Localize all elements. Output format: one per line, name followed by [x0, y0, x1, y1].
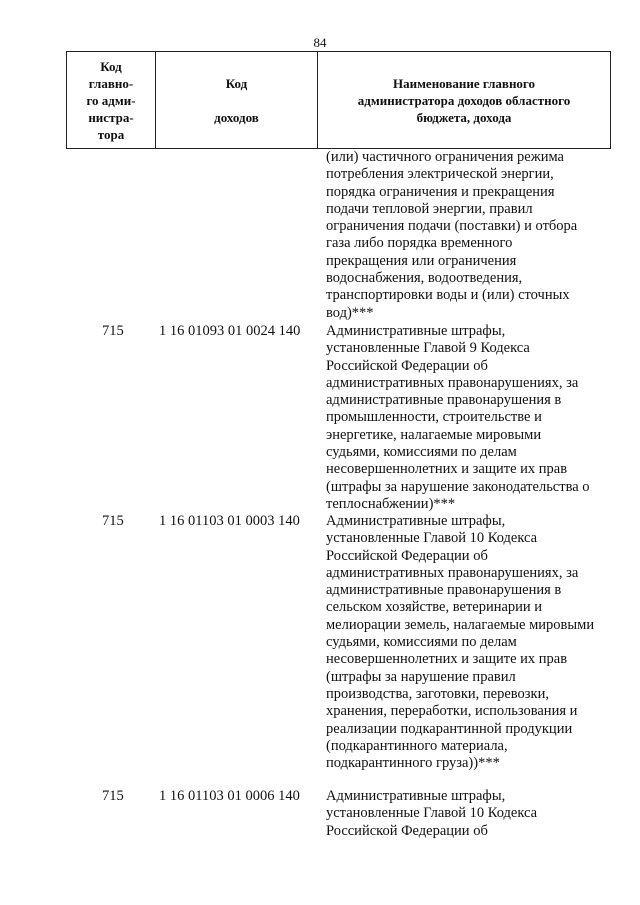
continuation-text: (или) частичного ограничения режима потребления электрической энергии, порядка ограничения и прекращения подачи тепловой энергии, правил ограничения подачи (поставки) и отбора газа либо порядка временного прекращения или ограничения водоснабжения, водоотведения, транспортировки воды и (или) сточных вод)***: [326, 149, 578, 321]
header-admin-code: [67, 52, 156, 148]
row-income-code: 1 16 01093 01 0024 140: [159, 323, 301, 339]
header-name: [318, 52, 610, 148]
row-income-code: 1 16 01103 01 0003 140: [159, 513, 300, 529]
header-income-code: [156, 52, 318, 148]
row-admin-code: 715: [102, 788, 124, 804]
row-name: Административные штрафы, установленные Главой 10 Кодекса Российской Федерации об административных правонарушениях, за административные правонарушения в сельском хозяйстве, ветеринарии и мелиорации земель, налагаемые мировыми судьями, комиссиями по делам несовершеннолетних и защите их прав (штрафы за нарушение правил производства, заготовки, перевозки, хранения, переработки, использования и реализации подкарантинной продукции (подкарантинного материала, подкарантинного груза))***: [326, 513, 595, 772]
row-admin-code: 715: [102, 323, 124, 339]
page-number: 84: [313, 35, 327, 50]
header-income-code-label: Код доходов: [214, 75, 259, 125]
row-name: Административные штрафы, установленные Главой 10 Кодекса Российской Федерации об: [326, 788, 538, 839]
header-name-label: Наименование главного администратора доходов областного бюджета, дохода: [357, 75, 571, 125]
row-admin-code: 715: [102, 513, 124, 529]
header-admin-code-label: Код главно- го адми- нистра- тора: [86, 58, 136, 142]
row-income-code: 1 16 01103 01 0006 140: [159, 788, 300, 804]
row-name: Административные штрафы, установленные Главой 9 Кодекса Российской Федерации об административных правонарушениях, за административные правонарушения в промышленности, строительстве и энергетике, налагаемые мировыми судьями, комиссиями по делам несовершеннолетних и защите их прав (штрафы за нарушение законодательства о теплоснабжении)***: [326, 323, 590, 512]
table-header: [66, 51, 611, 149]
